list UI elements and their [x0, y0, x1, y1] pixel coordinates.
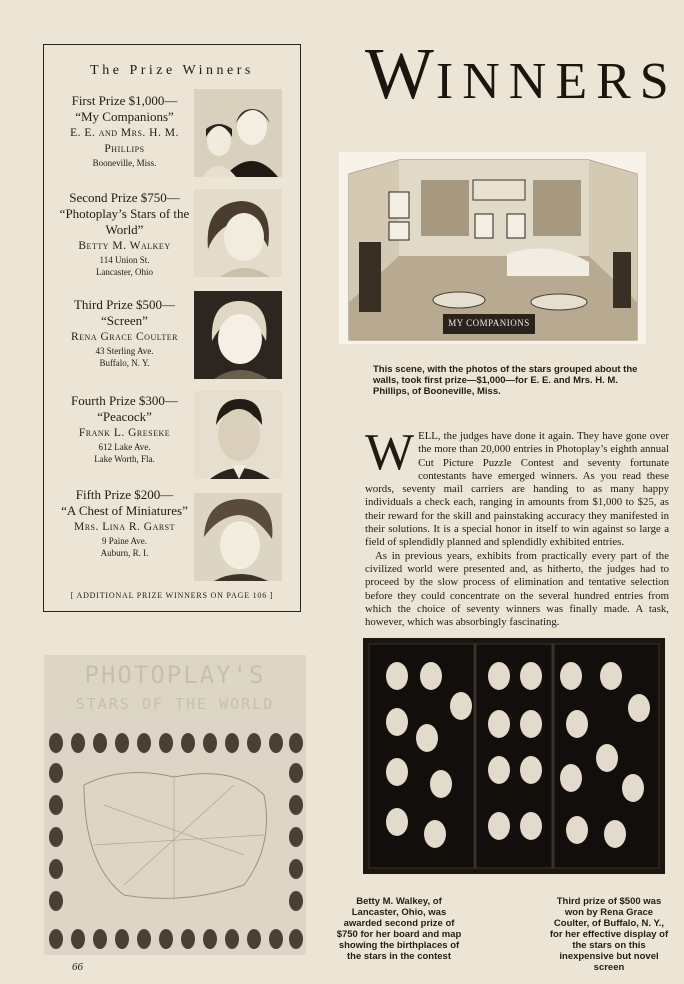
map-board-heading: PHOTOPLAY'S [84, 661, 266, 689]
prize-title: Third Prize $500— [73, 297, 176, 312]
prize-address: 114 Union St. [99, 255, 150, 265]
prize-address: Auburn, R. I. [100, 548, 149, 558]
prize-title: First Prize $1,000— [71, 93, 178, 108]
prize-winner: Frank L. Greseke [78, 427, 171, 439]
portrait-phillips [194, 89, 282, 177]
prize-entry-fifth [52, 487, 197, 559]
prize-entry-fourth [52, 393, 197, 465]
portrait-walkey [194, 189, 282, 277]
portrait-coulter [194, 291, 282, 379]
prize-address: 612 Lake Ave. [98, 442, 151, 452]
prize-address: Booneville, Miss. [92, 158, 157, 168]
prize-entry-first [52, 93, 197, 169]
prize-winner: Mrs. Lina R. Garst [73, 521, 176, 533]
third-prize-screen-photo [363, 638, 665, 874]
prize-entry-second [52, 190, 197, 278]
prize-winner: E. E. and Mrs. H. M. Phillips [70, 127, 179, 155]
prize-address: Lancaster, Ohio [95, 267, 154, 277]
prize-address: 9 Paine Ave. [101, 536, 148, 546]
prize-entry-third [52, 297, 197, 369]
article-paragraph-text: ELL, the judges have done it again. They have gone over the more than 20,000 entries in Photoplay’s eighth annual Cut Picture Puzzle Contest and seventy fortunate contestants have emerged winners. As you read these words, seventy mail carriers are handing to as many happy individuals a check each, ranging in amounts from $1,000 to $25, as their reward for the skill and painstaking accuracy they manifested in their solutions. It is a special honor in itself to win against so large a field of splendidly planned and splendidly exhibited entries. [365, 430, 669, 549]
my-companions-sign: MY COMPANIONS [448, 318, 530, 328]
prize-address: Buffalo, N. Y. [99, 358, 150, 368]
prize-entry-name: “Screen” [101, 313, 148, 328]
prize-title: Second Prize $750— [69, 190, 180, 205]
portrait-greseke [194, 391, 282, 479]
prize-entry-name: “Peacock” [97, 409, 152, 424]
prize-address: Lake Worth, Fla. [94, 454, 155, 464]
article-paragraph [365, 424, 669, 550]
page-number: 66 [72, 961, 83, 973]
prize-entry-name: “Photoplay’s Stars of the World” [59, 206, 190, 237]
walkey-caption: Betty M. Walkey, of Lancaster, Ohio, was awarded second prize of $750 for her board and map showing the birthplaces of the stars in the contest [336, 896, 462, 962]
prize-heading: The Prize Winners [90, 63, 254, 78]
article-paragraph: As in previous years, exhibits from practically every part of the civilized world were presented and, as hitherto, the judges had to proceed by the slow process of elimination and tentative selection before they could concentrate on the several hundred entries from which the choice of seventy winners was finally made. A task, however, which was absorbingly fascinating. [365, 549, 669, 629]
additional-winners-note: [ ADDITIONAL PRIZE WINNERS ON PAGE 106 ] [70, 591, 274, 600]
title-rest: INNERS [435, 53, 678, 110]
prize-winner: Rena Grace Coulter [71, 331, 178, 343]
article-body [365, 424, 669, 629]
portrait-garst [194, 493, 282, 581]
drop-cap: W [365, 424, 415, 481]
page-title [365, 34, 678, 122]
title-initial: W [365, 33, 436, 114]
map-board-subheading: STARS OF THE WORLD [75, 695, 275, 713]
prize-winner: Betty M. Walkey [78, 240, 171, 252]
prize-entry-name: “A Chest of Miniatures” [61, 503, 188, 518]
prize-title: Fourth Prize $300— [71, 393, 178, 408]
coulter-caption: Third prize of $500 was won by Rena Grace Coulter, of Buffalo, N. Y., for her effective display of the stars on this inexpensive but novel screen [549, 896, 669, 973]
room-photo-caption: This scene, with the photos of the stars grouped about the walls, took first prize—$1,000—for E. E. and Mrs. H. M. Phillips, of Booneville, Miss. [373, 364, 638, 397]
prize-address: 43 Sterling Ave. [95, 346, 154, 356]
prize-winners-box [43, 44, 301, 612]
first-prize-room-photo [339, 152, 646, 344]
second-prize-map-board-photo [44, 655, 306, 955]
prize-title: Fifth Prize $200— [75, 487, 174, 502]
prize-entry-name: “My Companions” [75, 109, 174, 124]
